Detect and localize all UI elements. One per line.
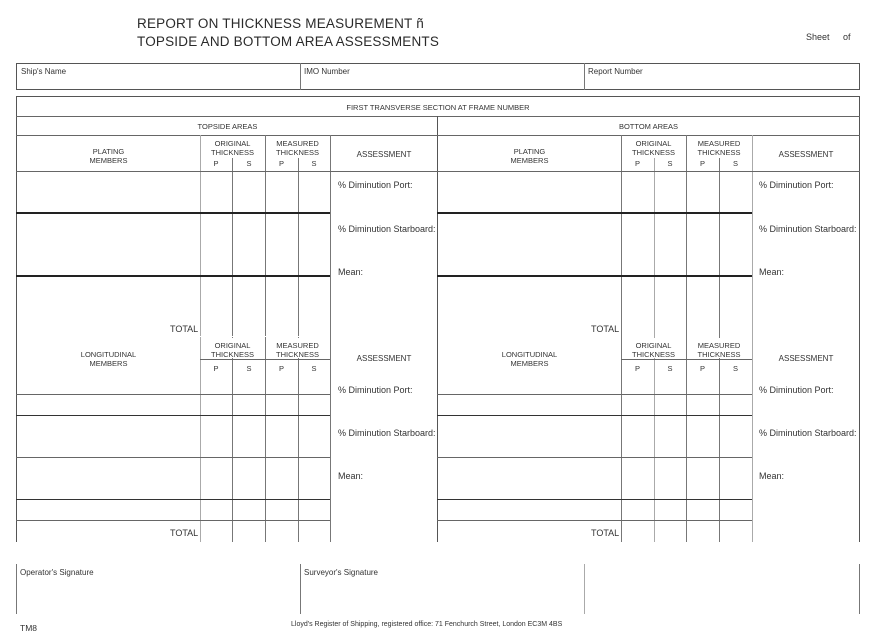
original-label: ORIGINAL xyxy=(214,139,251,148)
longitudinal-total-label: TOTAL xyxy=(170,528,199,538)
orig-p-header: P xyxy=(634,364,640,373)
original-label: ORIGINAL xyxy=(635,139,672,148)
longitudinal-member-row[interactable] xyxy=(438,500,621,520)
meas-s-header: S xyxy=(311,364,317,373)
longitudinal-member-row[interactable] xyxy=(438,416,621,457)
orig-s-header: S xyxy=(246,159,252,168)
diminution-starboard-label: % Diminution Starboard: xyxy=(338,428,436,438)
diminution-port-label: % Diminution Port: xyxy=(338,385,413,395)
diminution-starboard-label: % Diminution Starboard: xyxy=(759,224,857,234)
original-thickness-header-bottom xyxy=(621,139,686,157)
original-label: ORIGINAL xyxy=(635,341,672,350)
assessment-header-topside: ASSESSMENT xyxy=(356,150,412,159)
members-label: MEMBERS xyxy=(89,156,128,165)
meas-p-header: P xyxy=(278,159,284,168)
report-title-line2: TOPSIDE AND BOTTOM AREA ASSESSMENTS xyxy=(137,34,440,49)
surveyor-signature-field[interactable] xyxy=(301,564,584,614)
blank-signature-field[interactable] xyxy=(585,564,859,614)
bottom-areas-title: BOTTOM AREAS xyxy=(618,122,679,131)
meas-s-header: S xyxy=(732,159,738,168)
frame-number-field[interactable] xyxy=(17,97,859,116)
diminution-starboard-label: % Diminution Starboard: xyxy=(759,428,857,438)
longitudinal-members-header-topside xyxy=(17,350,200,368)
report-title-line1: REPORT ON THICKNESS MEASUREMENT ñ xyxy=(137,16,424,31)
meas-p-header: P xyxy=(699,364,705,373)
measured-thickness-header-bottom xyxy=(686,139,752,157)
plating-member-row[interactable] xyxy=(438,172,621,212)
longitudinal-member-row[interactable] xyxy=(438,395,621,415)
thickness-label: THICKNESS xyxy=(697,148,741,157)
measured-thickness-header-topside xyxy=(265,139,330,157)
longitudinal-label: LONGITUDINAL xyxy=(80,350,137,359)
longitudinal-total-label: TOTAL xyxy=(591,528,620,538)
of-label: of xyxy=(843,32,851,42)
form-code: TM8 xyxy=(20,623,37,633)
plating-members-header-bottom xyxy=(438,147,621,165)
imo-number-field[interactable] xyxy=(301,64,584,89)
plating-label: PLATING xyxy=(92,147,125,156)
topside-areas-title: TOPSIDE AREAS xyxy=(197,122,258,131)
orig-s-header: S xyxy=(246,364,252,373)
plating-member-row[interactable] xyxy=(17,172,200,212)
longitudinal-members-header-bottom xyxy=(438,350,621,368)
thickness-label: THICKNESS xyxy=(276,350,319,359)
plating-total-label: TOTAL xyxy=(591,324,620,334)
meas-s-header: S xyxy=(732,364,738,373)
measured-label: MEASURED xyxy=(697,139,741,148)
longitudinal-member-row[interactable] xyxy=(17,416,200,457)
operator-signature-field[interactable] xyxy=(17,564,300,614)
meas-p-header: P xyxy=(278,364,284,373)
ships-name-field[interactable] xyxy=(17,64,300,89)
measured-label: MEASURED xyxy=(276,341,319,350)
sheet-label: Sheet xyxy=(806,32,830,42)
mean-label: Mean: xyxy=(759,267,785,277)
orig-s-header: S xyxy=(667,159,673,168)
longitudinal-member-row[interactable] xyxy=(17,500,200,520)
surveyor-signature-label: Surveyor's Signature xyxy=(304,568,379,577)
longitudinal-member-row[interactable] xyxy=(17,458,200,499)
thickness-label: THICKNESS xyxy=(632,148,675,157)
measured-thickness-header-long-topside xyxy=(265,341,330,359)
mean-label: Mean: xyxy=(338,267,364,277)
ships-name-label: Ship's Name xyxy=(21,67,67,76)
members-label: MEMBERS xyxy=(510,359,549,368)
imo-number-label: IMO Number xyxy=(304,67,350,76)
orig-p-header: P xyxy=(634,159,640,168)
original-thickness-header-long-bottom xyxy=(621,341,686,359)
assessment-header-bottom: ASSESSMENT xyxy=(778,150,834,159)
original-thickness-header-topside xyxy=(200,139,265,157)
longitudinal-label: LONGITUDINAL xyxy=(501,350,558,359)
thickness-label: THICKNESS xyxy=(697,350,741,359)
report-number-field[interactable] xyxy=(585,64,859,89)
diminution-port-label: % Diminution Port: xyxy=(338,180,413,190)
plating-label: PLATING xyxy=(513,147,546,156)
thickness-label: THICKNESS xyxy=(276,148,319,157)
plating-member-row[interactable] xyxy=(438,214,621,275)
original-label: ORIGINAL xyxy=(214,341,251,350)
orig-p-header: P xyxy=(213,159,219,168)
meas-p-header: P xyxy=(699,159,705,168)
plating-members-header-topside xyxy=(17,147,200,165)
longitudinal-member-row[interactable] xyxy=(17,395,200,415)
orig-s-header: S xyxy=(667,364,673,373)
diminution-port-label: % Diminution Port: xyxy=(759,180,834,190)
meas-s-header: S xyxy=(311,159,317,168)
measured-thickness-header-long-bottom xyxy=(686,341,752,359)
assessment-header-long-bottom: ASSESSMENT xyxy=(778,354,834,363)
measured-label: MEASURED xyxy=(276,139,319,148)
measured-label: MEASURED xyxy=(697,341,741,350)
report-number-label: Report Number xyxy=(588,67,643,76)
members-label: MEMBERS xyxy=(89,359,128,368)
orig-p-header: P xyxy=(213,364,219,373)
thickness-label: THICKNESS xyxy=(632,350,675,359)
thickness-label: THICKNESS xyxy=(211,350,254,359)
mean-label: Mean: xyxy=(338,471,364,481)
company-footer: Lloyd's Register of Shipping, registered office: 71 Fenchurch Street, London EC3M 4BS xyxy=(291,621,563,628)
thickness-label: THICKNESS xyxy=(211,148,254,157)
diminution-port-label: % Diminution Port: xyxy=(759,385,834,395)
members-label: MEMBERS xyxy=(510,156,549,165)
section-title: FIRST TRANSVERSE SECTION AT FRAME NUMBER xyxy=(346,103,530,112)
diminution-starboard-label: % Diminution Starboard: xyxy=(338,224,436,234)
operator-signature-label: Operator's Signature xyxy=(20,568,94,577)
plating-member-row[interactable] xyxy=(17,214,200,275)
plating-total-label: TOTAL xyxy=(170,324,199,334)
mean-label: Mean: xyxy=(759,471,785,481)
assessment-header-long-topside: ASSESSMENT xyxy=(356,354,412,363)
longitudinal-member-row[interactable] xyxy=(438,458,621,499)
original-thickness-header-long-topside xyxy=(200,341,265,359)
